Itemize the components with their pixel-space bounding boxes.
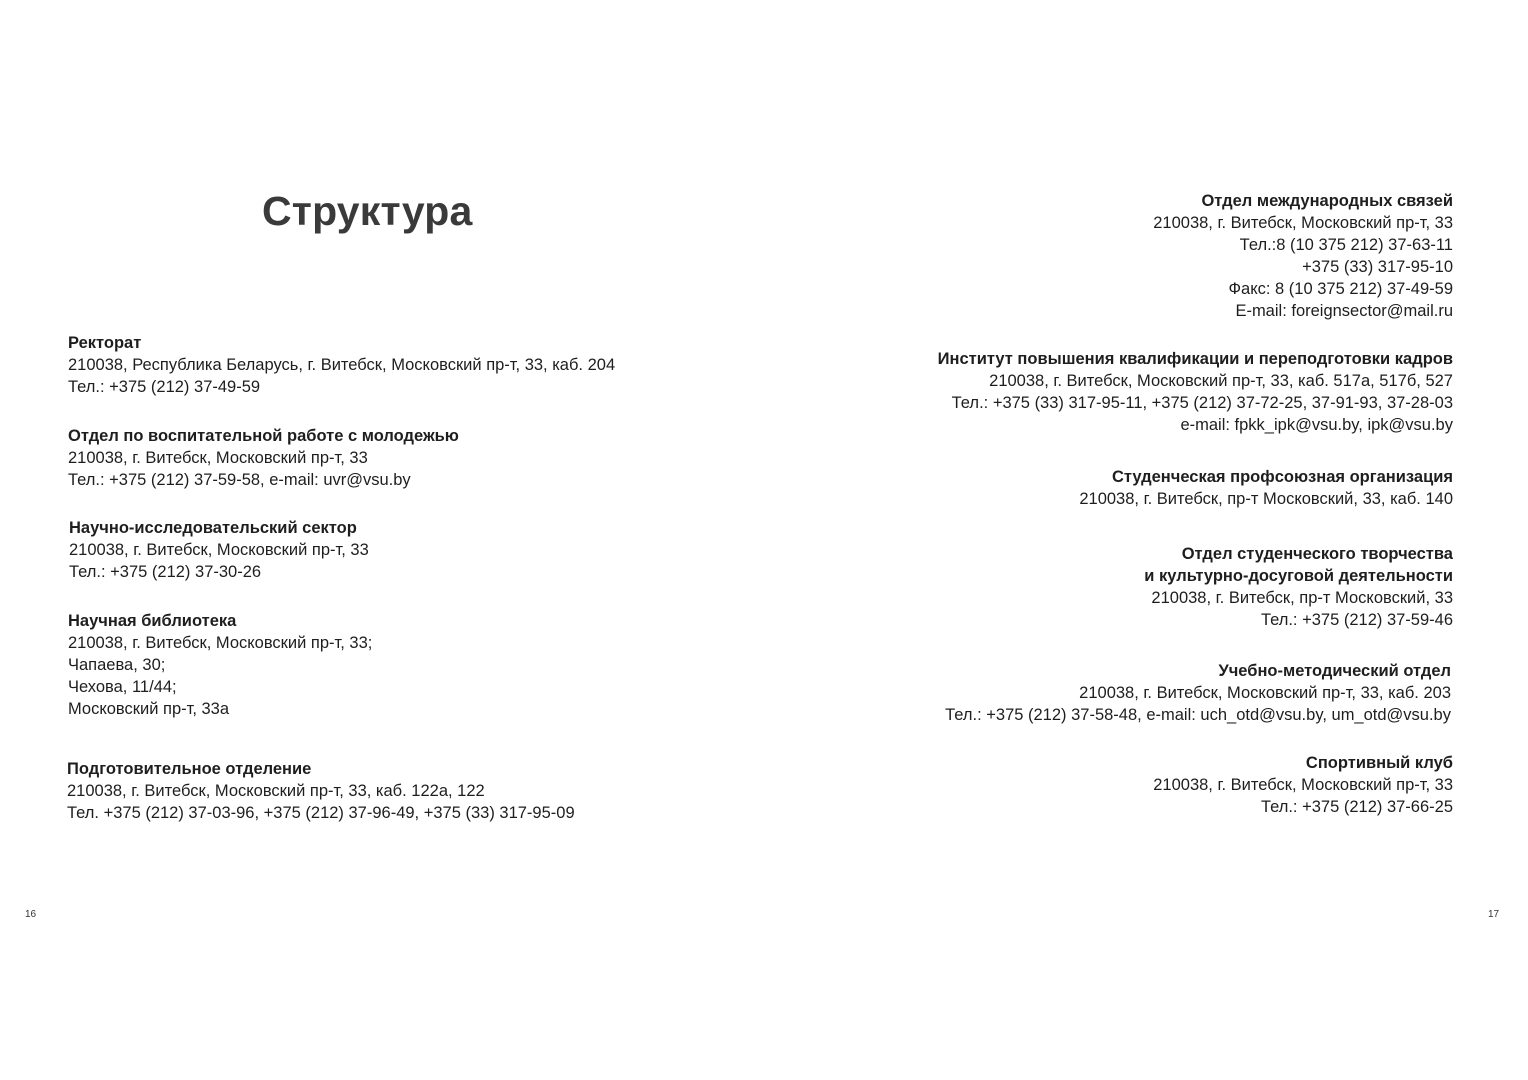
section-line: 210038, г. Витебск, Московский пр-т, 33	[1153, 776, 1453, 794]
section-line: Тел.:8 (10 375 212) 37-63-11	[1239, 236, 1453, 254]
section-heading: Отдел студенческого творчества	[1181, 545, 1453, 563]
section-line: 210038, г. Витебск, пр-т Московский, 33	[1151, 589, 1453, 607]
section-line: Тел.: +375 (212) 37-49-59	[68, 378, 261, 396]
section-line: 210038, Республика Беларусь, г. Витебск, Московский пр-т, 33, каб. 204	[68, 356, 616, 374]
page-number-right: 17	[1488, 909, 1500, 920]
section-advanced-training-institute	[938, 348, 1453, 436]
section-heading: Отдел по воспитательной работе с молодежью	[68, 427, 459, 445]
section-heading: Ректорат	[68, 334, 142, 352]
section-youth-work	[68, 425, 459, 491]
section-line: Чапаева, 30;	[68, 656, 166, 674]
section-line: 210038, г. Витебск, Московский пр-т, 33	[1153, 214, 1453, 232]
section-rectorate	[68, 332, 615, 398]
section-line: 210038, г. Витебск, Московский пр-т, 33	[68, 449, 368, 467]
section-line: Тел.: +375 (33) 317-95-11, +375 (212) 37-72-25, 37-91-93, 37-28-03	[951, 394, 1453, 412]
section-preparatory-department	[67, 758, 575, 824]
section-line: +375 (33) 317-95-10	[1302, 258, 1453, 276]
section-heading: Научная библиотека	[68, 612, 237, 630]
section-line: Тел.: +375 (212) 37-59-58, e-mail: uvr@vsu.by	[68, 471, 411, 489]
section-line: Чехова, 11/44;	[68, 678, 177, 696]
section-heading: Подготовительное отделение	[67, 760, 312, 778]
section-heading: Спортивный клуб	[1305, 754, 1453, 772]
section-heading: Отдел международных связей	[1201, 192, 1453, 210]
section-line: Тел.: +375 (212) 37-66-25	[1260, 798, 1453, 816]
section-methodical-department	[945, 660, 1451, 726]
section-line: 210038, г. Витебск, Московский пр-т, 33	[69, 541, 369, 559]
section-line: 210038, г. Витебск, пр-т Московский, 33, каб. 140	[1079, 490, 1453, 508]
section-heading: Студенческая профсоюзная организация	[1111, 468, 1453, 486]
section-research-sector	[69, 517, 369, 583]
section-international-relations	[1153, 190, 1453, 322]
section-heading: Научно-исследовательский сектор	[69, 519, 357, 537]
section-line: 210038, г. Витебск, Московский пр-т, 33;	[68, 634, 373, 652]
section-heading: Учебно-методический отдел	[1218, 662, 1451, 680]
section-line: 210038, г. Витебск, Московский пр-т, 33, каб. 517а, 517б, 527	[989, 372, 1453, 390]
section-line: Тел. +375 (212) 37-03-96, +375 (212) 37-96-49, +375 (33) 317-95-09	[67, 804, 575, 822]
section-line: Московский пр-т, 33а	[68, 700, 230, 718]
section-line: E-mail: foreignsector@mail.ru	[1235, 302, 1453, 320]
section-heading-continued: и культурно-досуговой деятельности	[1144, 567, 1453, 585]
section-student-creativity	[1144, 543, 1453, 631]
section-line: 210038, г. Витебск, Московский пр-т, 33, каб. 122а, 122	[67, 782, 485, 800]
section-line: e-mail: fpkk_ipk@vsu.by, ipk@vsu.by	[1180, 416, 1453, 434]
page-title: Структура	[262, 188, 473, 234]
section-student-trade-union	[1079, 466, 1453, 510]
section-sports-club	[1153, 752, 1453, 818]
section-line: 210038, г. Витебск, Московский пр-т, 33, каб. 203	[1079, 684, 1451, 702]
section-line: Тел.: +375 (212) 37-59-46	[1260, 611, 1453, 629]
section-line: Факс: 8 (10 375 212) 37-49-59	[1228, 280, 1453, 298]
page-number-left: 16	[25, 909, 37, 920]
section-heading: Институт повышения квалификации и переподготовки кадров	[937, 350, 1453, 368]
section-line: Тел.: +375 (212) 37-58-48, e-mail: uch_otd@vsu.by, um_otd@vsu.by	[945, 706, 1451, 724]
section-line: Тел.: +375 (212) 37-30-26	[69, 563, 262, 581]
section-library	[68, 610, 372, 720]
